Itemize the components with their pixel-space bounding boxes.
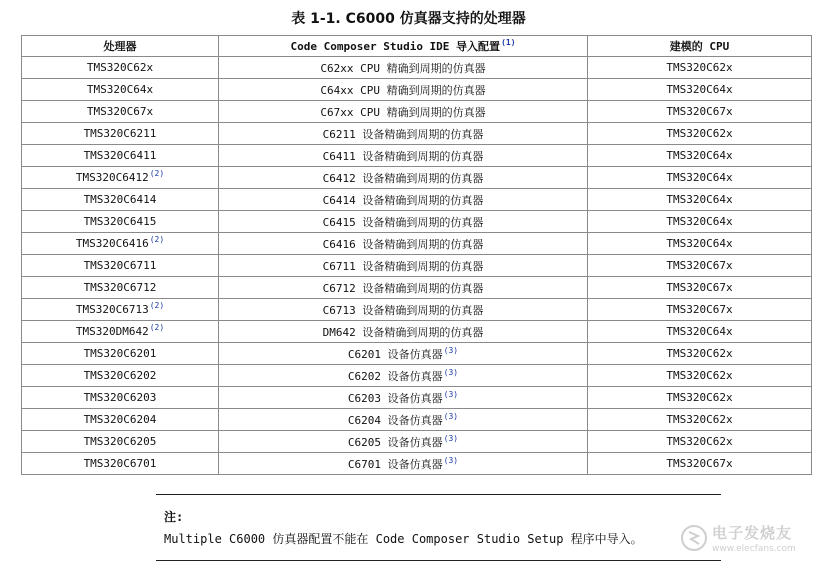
note-text: Multiple C6000 仿真器配置不能在 Code Composer Studio Setup 程序中导入。 [164,532,643,546]
cpu-cell [588,277,812,299]
table-row [22,167,812,189]
table-row [22,189,812,211]
config-cell-text: C6201 设备仿真器 [347,347,443,361]
cpu-cell-text: TMS320C62x [666,435,733,448]
processor-cell [22,101,219,123]
config-cell-text: C6203 设备仿真器 [347,391,443,405]
table-row [22,79,812,101]
processor-cell [22,299,219,321]
processor-cell [22,409,219,431]
config-cell-text: C6701 设备仿真器 [347,457,443,471]
processor-cell [22,145,219,167]
table-row [22,321,812,343]
processor-cell-text: TMS320C6414 [83,193,157,206]
config-cell [219,57,588,79]
table-row [22,123,812,145]
footnote-marker: (3) [443,389,459,399]
cpu-cell [588,101,812,123]
config-cell [219,299,588,321]
config-cell [219,321,588,343]
footnote-marker: (3) [443,433,459,443]
header-processor-label: 处理器 [103,40,137,53]
footnote-marker: (2) [149,235,165,245]
config-cell [219,211,588,233]
processor-cell [22,57,219,79]
config-cell-text: C6416 设备精确到周期的仿真器 [322,237,484,251]
config-cell-text: C6415 设备精确到周期的仿真器 [322,215,484,229]
footnote-marker: (2) [149,169,165,179]
cpu-cell [588,123,812,145]
processor-cell-text: TMS320C62x [86,61,154,74]
processor-cell-text: TMS320C6205 [83,435,157,448]
cpu-cell [588,365,812,387]
processor-cell [22,255,219,277]
table-row [22,211,812,233]
cpu-cell [588,79,812,101]
processor-cell-text: TMS320C6204 [83,413,157,426]
processor-cell [22,431,219,453]
note-box [156,494,721,561]
processor-table [21,35,812,475]
config-cell-text: C6414 设备精确到周期的仿真器 [322,193,484,207]
cpu-cell-text: TMS320C67x [666,259,733,272]
cpu-cell-text: TMS320C62x [666,61,733,74]
table-row [22,453,812,475]
header-processor [22,36,219,57]
config-cell [219,431,588,453]
cpu-cell-text: TMS320C67x [666,457,733,470]
cpu-cell-text: TMS320C64x [666,215,733,228]
table-row [22,299,812,321]
cpu-cell-text: TMS320C62x [666,347,733,360]
cpu-cell [588,453,812,475]
cpu-cell [588,343,812,365]
processor-cell [22,343,219,365]
table-row [22,343,812,365]
processor-cell [22,233,219,255]
cpu-cell [588,299,812,321]
cpu-cell-text: TMS320C62x [666,127,733,140]
config-cell-text: DM642 设备精确到周期的仿真器 [322,325,484,339]
header-cpu [588,36,812,57]
table-row [22,277,812,299]
config-cell-text: C6205 设备仿真器 [347,435,443,449]
footnote-marker: (3) [443,367,459,377]
cpu-cell [588,57,812,79]
cpu-cell-text: TMS320C67x [666,105,733,118]
cpu-cell-text: TMS320C64x [666,325,733,338]
processor-cell-text: TMS320C6411 [83,149,157,162]
watermark [680,522,810,560]
processor-cell-text: TMS320C6211 [83,127,157,140]
table-row [22,101,812,123]
processor-cell [22,321,219,343]
config-cell [219,343,588,365]
processor-cell [22,277,219,299]
processor-cell-text: TMS320C6202 [83,369,157,382]
processor-cell-text: TMS320C67x [86,105,154,118]
processor-cell [22,365,219,387]
config-cell [219,387,588,409]
table-header-row [22,36,812,57]
config-cell-text: C62xx CPU 精确到周期的仿真器 [320,61,486,75]
note-heading: 注: [164,510,184,524]
config-cell-text: C6202 设备仿真器 [347,369,443,383]
processor-cell [22,453,219,475]
processor-cell [22,211,219,233]
config-cell-text: C6711 设备精确到周期的仿真器 [322,259,484,273]
cpu-cell [588,409,812,431]
cpu-cell-text: TMS320C64x [666,83,733,96]
cpu-cell [588,233,812,255]
processor-cell-text: TMS320C6203 [83,391,157,404]
header-config-label: Code Composer Studio IDE 导入配置 [290,40,501,53]
config-cell [219,189,588,211]
cpu-cell-text: TMS320C62x [666,391,733,404]
cpu-cell [588,145,812,167]
watermark-url: www.elecfans.com [712,544,796,554]
processor-cell-text: TMS320C6201 [83,347,157,360]
footnote-marker: (3) [443,455,459,465]
footnote-marker: (1) [501,38,516,48]
cpu-cell [588,321,812,343]
footnote-marker: (3) [443,411,459,421]
cpu-cell [588,255,812,277]
table-title: 表 1-1. C6000 仿真器支持的处理器 [291,11,526,27]
config-cell [219,365,588,387]
cpu-cell [588,211,812,233]
table-row [22,387,812,409]
processor-cell-text: TMS320DM642 [75,325,149,338]
cpu-cell-text: TMS320C64x [666,237,733,250]
processor-cell-text: TMS320C6412 [75,171,149,184]
config-cell [219,409,588,431]
table-row [22,233,812,255]
processor-cell [22,123,219,145]
processor-cell-text: TMS320C6712 [83,281,157,294]
cpu-cell-text: TMS320C64x [666,171,733,184]
cpu-cell [588,189,812,211]
config-cell-text: C6204 设备仿真器 [347,413,443,427]
footnote-marker: (2) [149,323,165,333]
processor-cell [22,79,219,101]
config-cell-text: C6211 设备精确到周期的仿真器 [322,127,484,141]
table-row [22,365,812,387]
header-config [219,36,588,57]
cpu-cell-text: TMS320C64x [666,193,733,206]
watermark-logo-icon [680,524,708,552]
cpu-cell-text: TMS320C64x [666,149,733,162]
cpu-cell [588,387,812,409]
cpu-cell [588,431,812,453]
processor-cell-text: TMS320C64x [86,83,154,96]
table-row [22,145,812,167]
footnote-marker: (2) [149,301,165,311]
config-cell [219,145,588,167]
config-cell-text: C6713 设备精确到周期的仿真器 [322,303,484,317]
processor-cell-text: TMS320C6415 [83,215,157,228]
table-body [22,57,812,475]
processor-cell-text: TMS320C6701 [83,457,157,470]
config-cell [219,453,588,475]
cpu-cell-text: TMS320C62x [666,413,733,426]
config-cell-text: C6712 设备精确到周期的仿真器 [322,281,484,295]
table-row [22,255,812,277]
cpu-cell-text: TMS320C62x [666,369,733,382]
config-cell-text: C6412 设备精确到周期的仿真器 [322,171,484,185]
processor-cell [22,167,219,189]
table-row [22,57,812,79]
table-row [22,409,812,431]
config-cell [219,101,588,123]
processor-cell [22,387,219,409]
table-row [22,431,812,453]
cpu-cell-text: TMS320C67x [666,281,733,294]
processor-cell-text: TMS320C6416 [75,237,149,250]
config-cell [219,233,588,255]
config-cell [219,123,588,145]
header-cpu-label: 建模的 CPU [669,40,730,53]
cpu-cell-text: TMS320C67x [666,303,733,316]
config-cell-text: C6411 设备精确到周期的仿真器 [322,149,484,163]
config-cell-text: C67xx CPU 精确到周期的仿真器 [320,105,486,119]
config-cell [219,255,588,277]
processor-cell-text: TMS320C6711 [83,259,157,272]
config-cell-text: C64xx CPU 精确到周期的仿真器 [320,83,486,97]
config-cell [219,277,588,299]
cpu-cell [588,167,812,189]
processor-cell-text: TMS320C6713 [75,303,149,316]
watermark-name: 电子发烧友 [712,524,793,542]
config-cell [219,79,588,101]
processor-cell [22,189,219,211]
footnote-marker: (3) [443,345,459,355]
config-cell [219,167,588,189]
